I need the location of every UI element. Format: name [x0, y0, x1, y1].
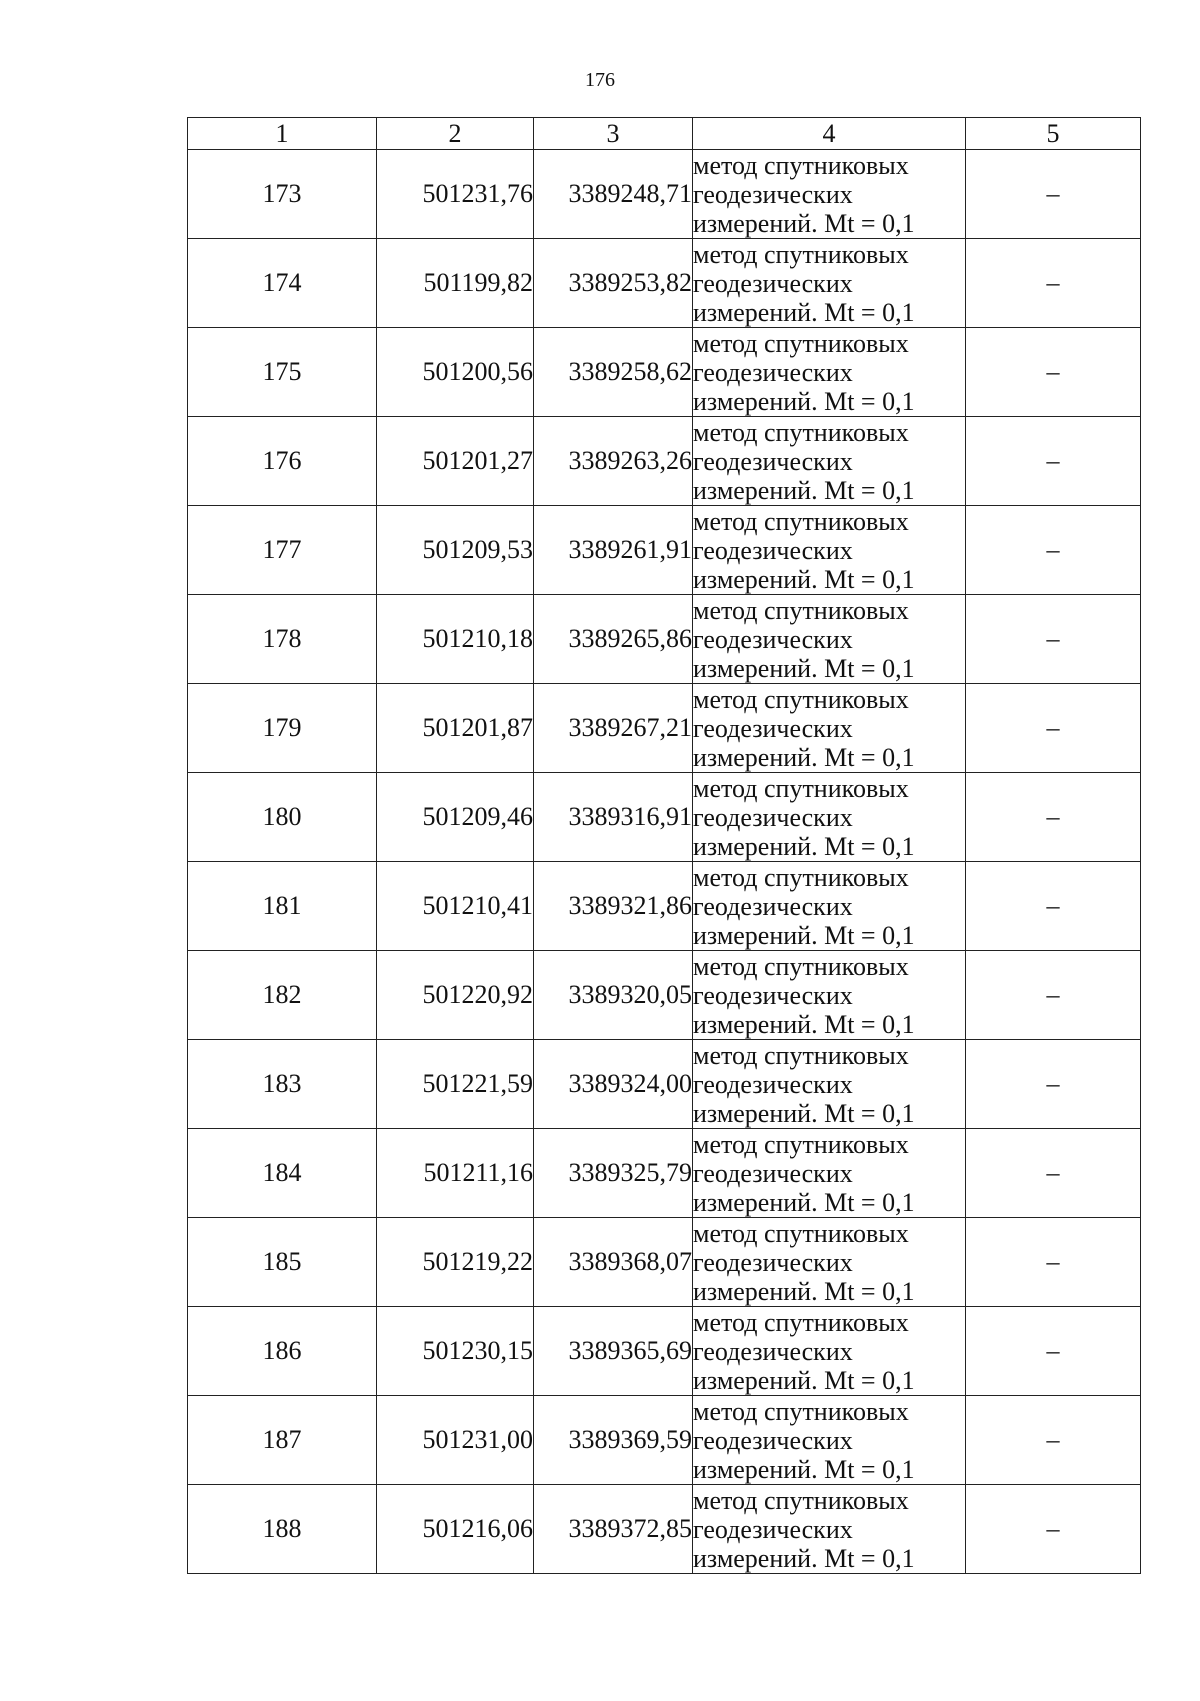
method-line: метод спутниковых [693, 1396, 909, 1426]
point-number-cell: 174 [188, 239, 377, 328]
note-cell: – [966, 1218, 1141, 1307]
table-row [188, 862, 1141, 951]
method-line: метод спутниковых [693, 595, 909, 625]
method-line: метод спутниковых [693, 150, 909, 180]
y-coordinate-cell: 3389263,26 [534, 417, 693, 506]
column-header: 1 [188, 118, 377, 150]
method-line: измерений. Mt = 0,1 [693, 208, 915, 238]
method-line: геодезических [693, 268, 853, 298]
method-line: метод спутниковых [693, 1485, 909, 1515]
method-line: измерений. Mt = 0,1 [693, 742, 915, 772]
table-row [188, 595, 1141, 684]
method-line: метод спутниковых [693, 1040, 909, 1070]
x-coordinate-cell: 501211,16 [377, 1129, 534, 1218]
note-cell: – [966, 595, 1141, 684]
method-line: геодезических [693, 446, 853, 476]
method-cell [693, 1218, 966, 1307]
table-row [188, 1485, 1141, 1574]
y-coordinate-cell: 3389265,86 [534, 595, 693, 684]
method-line: измерений. Mt = 0,1 [693, 1187, 915, 1217]
point-number-cell: 180 [188, 773, 377, 862]
method-line: измерений. Mt = 0,1 [693, 386, 915, 416]
method-cell [693, 239, 966, 328]
method-line: метод спутниковых [693, 1307, 909, 1337]
table-body [188, 118, 1141, 1574]
method-line: геодезических [693, 1247, 853, 1277]
method-line: геодезических [693, 179, 853, 209]
x-coordinate-cell: 501209,53 [377, 506, 534, 595]
method-line: метод спутниковых [693, 1218, 909, 1248]
x-coordinate-cell: 501231,76 [377, 150, 534, 239]
point-number-cell: 178 [188, 595, 377, 684]
method-line: метод спутниковых [693, 951, 909, 981]
method-cell [693, 951, 966, 1040]
point-number-cell: 173 [188, 150, 377, 239]
page-number: 176 [585, 69, 615, 91]
method-line: метод спутниковых [693, 328, 909, 358]
method-line: геодезических [693, 1336, 853, 1366]
point-number-cell: 188 [188, 1485, 377, 1574]
y-coordinate-cell: 3389258,62 [534, 328, 693, 417]
point-number-cell: 187 [188, 1396, 377, 1485]
method-line: геодезических [693, 980, 853, 1010]
note-cell: – [966, 239, 1141, 328]
column-header: 4 [693, 118, 966, 150]
table-header-row [188, 118, 1141, 150]
column-header: 5 [966, 118, 1141, 150]
note-cell: – [966, 684, 1141, 773]
method-line: геодезических [693, 802, 853, 832]
method-line: геодезических [693, 1158, 853, 1188]
method-line: метод спутниковых [693, 773, 909, 803]
note-cell: – [966, 862, 1141, 951]
table-row [188, 684, 1141, 773]
method-line: геодезических [693, 357, 853, 387]
y-coordinate-cell: 3389248,71 [534, 150, 693, 239]
table-row [188, 773, 1141, 862]
note-cell: – [966, 1485, 1141, 1574]
point-number-cell: 185 [188, 1218, 377, 1307]
y-coordinate-cell: 3389261,91 [534, 506, 693, 595]
method-cell [693, 1040, 966, 1129]
method-line: измерений. Mt = 0,1 [693, 475, 915, 505]
method-line: геодезических [693, 535, 853, 565]
x-coordinate-cell: 501230,15 [377, 1307, 534, 1396]
table-row [188, 951, 1141, 1040]
note-cell: – [966, 951, 1141, 1040]
point-number-cell: 181 [188, 862, 377, 951]
method-line: геодезических [693, 1069, 853, 1099]
table-row [188, 1218, 1141, 1307]
x-coordinate-cell: 501201,87 [377, 684, 534, 773]
x-coordinate-cell: 501220,92 [377, 951, 534, 1040]
method-line: геодезических [693, 891, 853, 921]
y-coordinate-cell: 3389321,86 [534, 862, 693, 951]
point-number-cell: 176 [188, 417, 377, 506]
y-coordinate-cell: 3389324,00 [534, 1040, 693, 1129]
method-line: измерений. Mt = 0,1 [693, 297, 915, 327]
method-line: метод спутниковых [693, 417, 909, 447]
method-cell [693, 595, 966, 684]
note-cell: – [966, 1129, 1141, 1218]
table-row [188, 1396, 1141, 1485]
y-coordinate-cell: 3389368,07 [534, 1218, 693, 1307]
method-line: геодезических [693, 624, 853, 654]
y-coordinate-cell: 3389320,05 [534, 951, 693, 1040]
method-line: измерений. Mt = 0,1 [693, 653, 915, 683]
x-coordinate-cell: 501200,56 [377, 328, 534, 417]
table-row [188, 150, 1141, 239]
table-row [188, 1040, 1141, 1129]
note-cell: – [966, 417, 1141, 506]
x-coordinate-cell: 501210,41 [377, 862, 534, 951]
method-cell [693, 1396, 966, 1485]
x-coordinate-cell: 501209,46 [377, 773, 534, 862]
method-line: геодезических [693, 713, 853, 743]
column-header: 2 [377, 118, 534, 150]
x-coordinate-cell: 501201,27 [377, 417, 534, 506]
method-cell [693, 417, 966, 506]
x-coordinate-cell: 501231,00 [377, 1396, 534, 1485]
method-line: измерений. Mt = 0,1 [693, 1009, 915, 1039]
method-cell [693, 150, 966, 239]
note-cell: – [966, 506, 1141, 595]
note-cell: – [966, 328, 1141, 417]
table-row [188, 239, 1141, 328]
table-row [188, 1129, 1141, 1218]
note-cell: – [966, 773, 1141, 862]
method-line: метод спутниковых [693, 684, 909, 714]
method-cell [693, 1485, 966, 1574]
x-coordinate-cell: 501210,18 [377, 595, 534, 684]
method-line: измерений. Mt = 0,1 [693, 920, 915, 950]
point-number-cell: 177 [188, 506, 377, 595]
method-line: метод спутниковых [693, 862, 909, 892]
point-number-cell: 179 [188, 684, 377, 773]
method-cell [693, 506, 966, 595]
table-row [188, 1307, 1141, 1396]
method-line: измерений. Mt = 0,1 [693, 1276, 915, 1306]
method-line: метод спутниковых [693, 1129, 909, 1159]
coordinates-table [187, 117, 1141, 1574]
y-coordinate-cell: 3389316,91 [534, 773, 693, 862]
x-coordinate-cell: 501199,82 [377, 239, 534, 328]
point-number-cell: 186 [188, 1307, 377, 1396]
table-row [188, 506, 1141, 595]
method-cell [693, 862, 966, 951]
x-coordinate-cell: 501219,22 [377, 1218, 534, 1307]
note-cell: – [966, 1396, 1141, 1485]
y-coordinate-cell: 3389372,85 [534, 1485, 693, 1574]
x-coordinate-cell: 501216,06 [377, 1485, 534, 1574]
method-line: измерений. Mt = 0,1 [693, 1365, 915, 1395]
method-cell [693, 328, 966, 417]
method-cell [693, 684, 966, 773]
x-coordinate-cell: 501221,59 [377, 1040, 534, 1129]
method-line: измерений. Mt = 0,1 [693, 1454, 915, 1484]
y-coordinate-cell: 3389325,79 [534, 1129, 693, 1218]
method-cell [693, 773, 966, 862]
y-coordinate-cell: 3389253,82 [534, 239, 693, 328]
method-line: метод спутниковых [693, 506, 909, 536]
point-number-cell: 175 [188, 328, 377, 417]
method-line: метод спутниковых [693, 239, 909, 269]
method-cell [693, 1129, 966, 1218]
y-coordinate-cell: 3389369,59 [534, 1396, 693, 1485]
y-coordinate-cell: 3389267,21 [534, 684, 693, 773]
point-number-cell: 183 [188, 1040, 377, 1129]
method-line: геодезических [693, 1514, 853, 1544]
method-line: измерений. Mt = 0,1 [693, 1543, 915, 1573]
method-line: измерений. Mt = 0,1 [693, 564, 915, 594]
column-header: 3 [534, 118, 693, 150]
method-line: измерений. Mt = 0,1 [693, 1098, 915, 1128]
method-cell [693, 1307, 966, 1396]
method-line: геодезических [693, 1425, 853, 1455]
point-number-cell: 182 [188, 951, 377, 1040]
note-cell: – [966, 1307, 1141, 1396]
point-number-cell: 184 [188, 1129, 377, 1218]
table-row [188, 328, 1141, 417]
table-row [188, 417, 1141, 506]
note-cell: – [966, 1040, 1141, 1129]
y-coordinate-cell: 3389365,69 [534, 1307, 693, 1396]
method-line: измерений. Mt = 0,1 [693, 831, 915, 861]
note-cell: – [966, 150, 1141, 239]
